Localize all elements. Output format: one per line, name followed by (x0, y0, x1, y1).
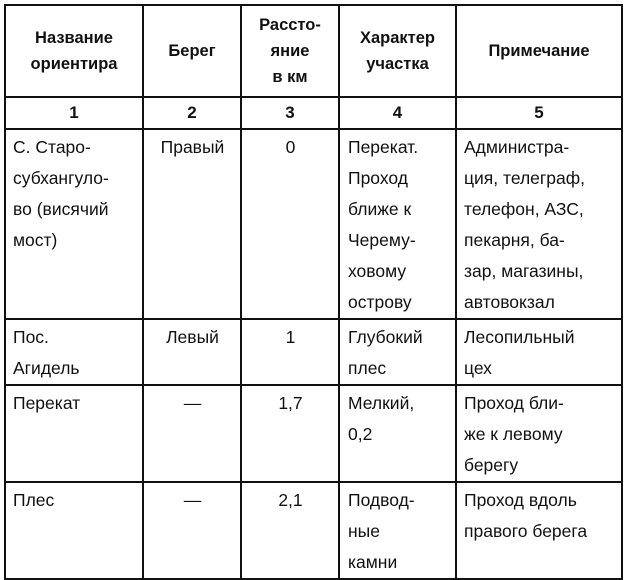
cell-distance: 1,7 (241, 385, 339, 482)
column-number-row (5, 97, 622, 129)
table-row (5, 319, 622, 385)
cell-name: Плес (5, 482, 143, 579)
cell-name: Перекат (5, 385, 143, 482)
table-row (5, 482, 622, 579)
route-table (4, 4, 623, 580)
column-number: 3 (241, 97, 339, 129)
header-distance: Рассто- яние в км (241, 5, 339, 97)
cell-name: С. Старо- субхангуло- во (висячий мост) (5, 129, 143, 319)
cell-bank: — (143, 385, 241, 482)
header-row (5, 5, 622, 97)
table-row (5, 385, 622, 482)
cell-distance: 2,1 (241, 482, 339, 579)
table-row (5, 129, 622, 319)
cell-character: Перекат. Проход ближе к Черему- ховому острову (339, 129, 456, 319)
cell-bank: Левый (143, 319, 241, 385)
column-number: 2 (143, 97, 241, 129)
cell-distance: 0 (241, 129, 339, 319)
column-number: 4 (339, 97, 456, 129)
header-name: Название ориентира (5, 5, 143, 97)
cell-bank: Правый (143, 129, 241, 319)
header-bank: Берег (143, 5, 241, 97)
column-number: 1 (5, 97, 143, 129)
cell-note: Проход бли- же к левому берегу (456, 385, 622, 482)
column-number: 5 (456, 97, 622, 129)
cell-note: Администра- ция, телеграф, телефон, АЗС, пекарня, ба- зар, магазины, автовокзал (456, 129, 622, 319)
cell-distance: 1 (241, 319, 339, 385)
cell-name: Пос. Агидель (5, 319, 143, 385)
cell-note: Проход вдоль правого берега (456, 482, 622, 579)
cell-bank: — (143, 482, 241, 579)
cell-character: Мелкий, 0,2 (339, 385, 456, 482)
cell-character: Глубокий плес (339, 319, 456, 385)
cell-character: Подвод- ные камни (339, 482, 456, 579)
cell-note: Лесопильный цех (456, 319, 622, 385)
header-character: Характер участка (339, 5, 456, 97)
header-note: Примечание (456, 5, 622, 97)
